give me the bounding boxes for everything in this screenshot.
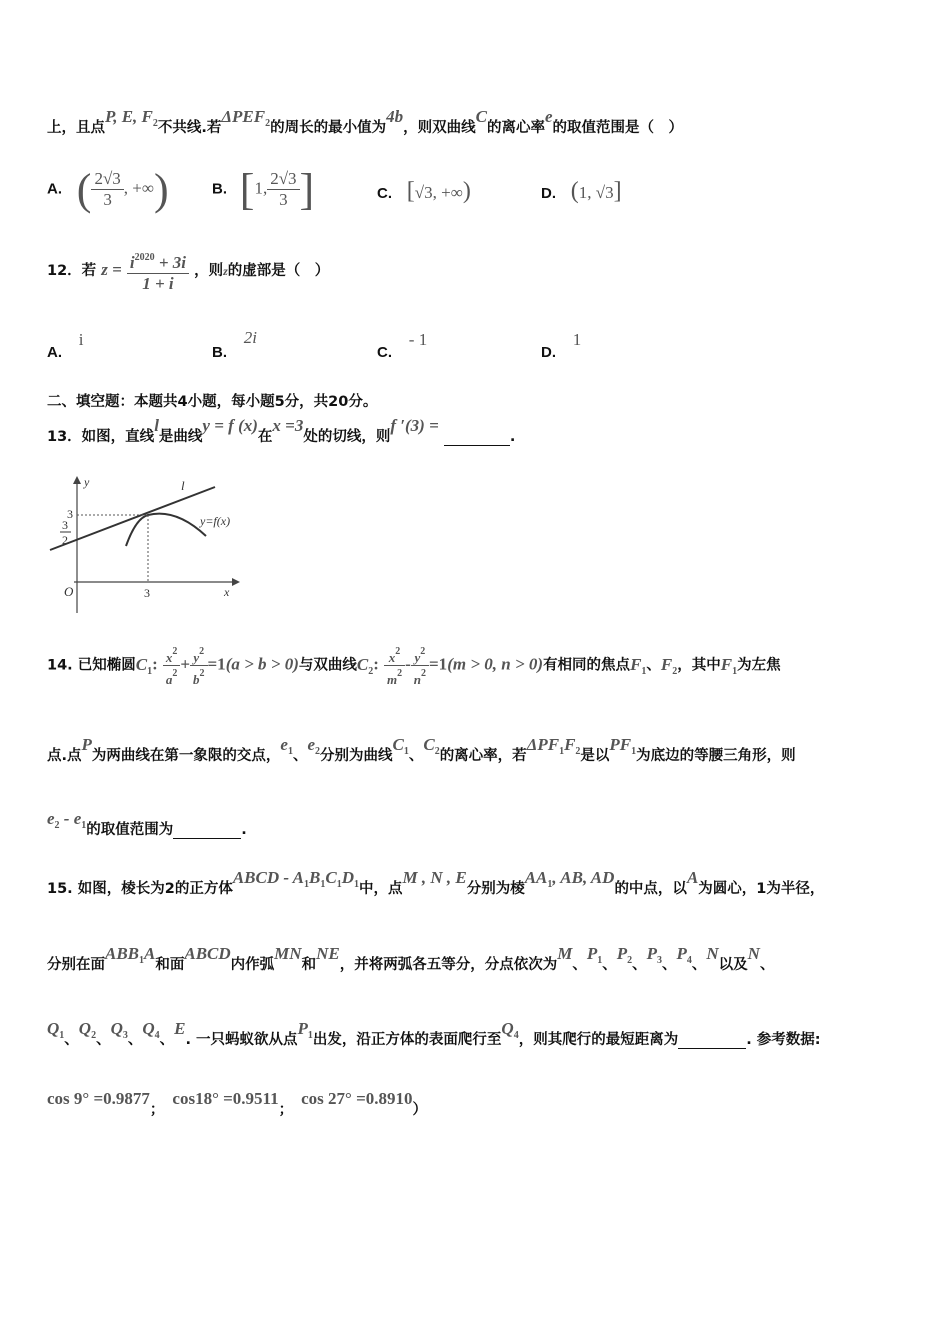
q15-stem-line2: 分别在面$ABB_1A$和面ABCD内作弧MN和NE，并将两弧各五等分，分点依次为M、$P_1$、$P_2$、$P_3$、$P_4$、N以及N、: [47, 944, 775, 973]
origin-label: O: [64, 584, 74, 599]
math-e: e: [544, 107, 553, 126]
q15-stem-line1: 15. 如图，棱长为2的正方体ABCD - $A_1B_1C_1D_1$中，点M , N , E分别为棱$AA_1$, AB, AD的中点，以A为圆心，1为半径，: [47, 868, 825, 897]
q15-reference-data: cos 9° =0.9877；cos18° =0.9511；cos 27° =0.8910）: [47, 1089, 428, 1118]
q11-option-b[interactable]: B. [1, $\frac{2√3}{3}$ ]: [212, 165, 315, 214]
q12-option-c[interactable]: C. - 1: [377, 330, 428, 361]
math-4b: 4b: [386, 107, 404, 126]
x-axis-arrow: [232, 578, 240, 586]
y-axis-label: y: [84, 475, 90, 489]
curve-label: y=f(x): [200, 514, 231, 528]
q12-stem: 12．若 z = $\frac{i^{2020} + 3i}{1 + i}$ ，则z的虚部是（ ）: [47, 248, 329, 294]
x-axis-label: x: [224, 585, 230, 599]
q13-answer-blank[interactable]: [444, 429, 510, 446]
q14-stem-line3: $e_2 - e_1$的取值范围为 .: [47, 809, 247, 838]
q14-answer-blank[interactable]: [173, 822, 241, 839]
tangent-graph: [40, 470, 250, 615]
math-triangle: $\Delta PEF_2$: [221, 107, 271, 129]
q13-stem: 13．如图，直线l是曲线y = f (x)在x =3处的切线，则f ′(3) = .: [47, 416, 516, 445]
q12-option-d[interactable]: D. 1: [541, 330, 582, 361]
q11-stem: 上，且点P, E, $F_2$不共线.若$\Delta PEF_2$的周长的最小值为4b，则双曲线C的离心率e的取值范围是（ ）: [47, 107, 684, 136]
curve-f: [126, 514, 206, 546]
q11-option-a[interactable]: A. ( $\frac{2√3}{3}$ , +∞): [47, 165, 169, 214]
math-points: P, E, $F_2$: [105, 107, 158, 129]
tangent-line: [50, 487, 215, 550]
q14-stem-line2: 点.点P为两曲线在第一象限的交点，$e_1$、$e_2$分别为曲线$C_1$、$C_2$的离心率，若$\Delta PF_1F_2$是以$PF_1$为底边的等腰三角形，则: [47, 735, 796, 764]
y-tick-3-over-2-den: 2: [62, 533, 68, 547]
math-C: C: [475, 107, 487, 126]
q11-option-c[interactable]: C. [√3, +∞): [377, 178, 471, 204]
line-label-l: l: [181, 478, 185, 493]
q15-answer-blank[interactable]: [678, 1032, 746, 1049]
q12-option-b[interactable]: B. 2i: [212, 328, 258, 361]
q12-fraction: $\frac{i^{2020} + 3i}{1 + i}$: [127, 248, 189, 294]
y-tick-3: 3: [67, 507, 73, 521]
q12-option-a[interactable]: A. i: [47, 330, 84, 361]
y-axis-arrow: [73, 476, 81, 484]
x-tick-3: 3: [144, 586, 150, 600]
section-heading: 二、填空题：本题共4小题，每小题5分，共20分。: [47, 394, 378, 410]
q15-stem-line3: $Q_1$、$Q_2$、$Q_3$、$Q_4$、E. 一只蚂蚁欲从点$P_1$出发，沿正方体的表面爬行至$Q_4$，则其爬行的最短距离为 . 参考数据:: [47, 1019, 821, 1048]
q14-stem-line1: 14. 已知椭圆$C_1$: $\frac{x^2}{a^2}$ + $\frac{y^2}{b^2}$ =1(a > b > 0)与双曲线$C_2$: $\frac{x^2}{m^2}$ - $\frac{y^2}{n^2}$ =1(m > 0, n > 0)有相同的焦点$F_1$、$F_2$，其中$F_1$为左焦: [47, 646, 781, 687]
q11-option-d[interactable]: D. (1, √3]: [541, 178, 622, 204]
y-tick-3-over-2-num: 3: [62, 518, 68, 532]
